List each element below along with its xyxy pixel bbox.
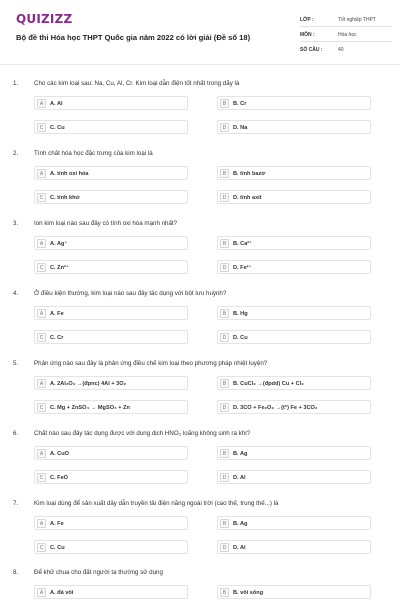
- option-text: C. FeO: [50, 474, 69, 481]
- option-text: D. 3CO + Fe₂O₃ →(t°) Fe + 3CO₂: [233, 404, 318, 411]
- option-letter: B: [220, 169, 229, 178]
- option-text: D. Al: [233, 474, 246, 481]
- option-letter: C: [37, 123, 46, 132]
- question-number: 6.: [13, 430, 19, 437]
- option-d[interactable]: [217, 400, 371, 414]
- option-letter: A: [37, 519, 46, 528]
- option-d[interactable]: [217, 330, 371, 344]
- option-b[interactable]: [217, 376, 371, 390]
- option-text: D. Na: [233, 124, 248, 131]
- page-title: Bộ đề thi Hóa học THPT Quốc gia năm 2022 có lời giải (Đề số 18): [16, 33, 251, 42]
- option-b[interactable]: [217, 446, 371, 460]
- question-number: 2.: [13, 150, 19, 157]
- option-letter: D: [220, 473, 229, 482]
- meta-label: SỐ CÂU :: [300, 47, 323, 53]
- question-number: 7.: [13, 500, 19, 507]
- option-b[interactable]: [217, 585, 371, 599]
- question-5: [0, 360, 400, 430]
- option-a[interactable]: [34, 585, 188, 599]
- option-letter: D: [220, 123, 229, 132]
- option-b[interactable]: [217, 236, 371, 250]
- meta-value: Hóa học: [338, 32, 357, 38]
- option-letter: A: [37, 99, 46, 108]
- option-text: D. Cu: [233, 334, 248, 341]
- option-text: A. Al: [50, 100, 63, 107]
- option-b[interactable]: [217, 96, 371, 110]
- option-d[interactable]: [217, 260, 371, 274]
- option-d[interactable]: [217, 470, 371, 484]
- meta-class-row: [300, 12, 392, 27]
- option-a[interactable]: [34, 236, 188, 250]
- option-text: D. Al: [233, 544, 246, 551]
- option-letter: C: [37, 543, 46, 552]
- option-letter: A: [37, 239, 46, 248]
- meta-value: 40: [338, 47, 344, 53]
- option-text: C. Cr: [50, 334, 64, 341]
- meta-count-row: [300, 42, 392, 57]
- question-number: 5.: [13, 360, 19, 367]
- page-header: [0, 0, 400, 64]
- option-text: C. Zn²⁺: [50, 264, 69, 271]
- option-c[interactable]: [34, 120, 188, 134]
- option-letter: D: [220, 333, 229, 342]
- option-letter: A: [37, 379, 46, 388]
- option-letter: B: [220, 239, 229, 248]
- option-text: B. Ag: [233, 520, 248, 527]
- option-d[interactable]: [217, 120, 371, 134]
- question-text: Để khử chua cho đất người ta thường sử dụng: [34, 569, 163, 576]
- question-8: [0, 569, 400, 600]
- meta-value: Tốt nghiệp THPT: [338, 17, 376, 23]
- question-number: 4.: [13, 290, 19, 297]
- option-letter: C: [37, 263, 46, 272]
- option-b[interactable]: [217, 306, 371, 320]
- option-d[interactable]: [217, 190, 371, 204]
- option-letter: A: [37, 309, 46, 318]
- option-letter: C: [37, 403, 46, 412]
- option-a[interactable]: [34, 376, 188, 390]
- meta-panel: [300, 12, 392, 57]
- meta-label: LỚP :: [300, 17, 314, 23]
- question-text: Kim loại dùng để sản xuất dây dẫn truyền tải điện năng ngoài trời (cao thế, trung thế...) là: [34, 500, 279, 507]
- question-text: Cho các kim loại sau: Na, Cu, Al, Cr. Kim loại dẫn điện tốt nhất trong dãy là: [34, 80, 240, 87]
- option-text: C. Cu: [50, 544, 65, 551]
- option-text: A. CuO: [50, 450, 69, 457]
- option-letter: D: [220, 543, 229, 552]
- option-text: A. Fe: [50, 310, 64, 317]
- option-letter: A: [37, 169, 46, 178]
- option-a[interactable]: [34, 516, 188, 530]
- option-text: A. Fe: [50, 520, 64, 527]
- header-divider: [0, 64, 400, 65]
- option-letter: D: [220, 403, 229, 412]
- option-text: B. vôi sống: [233, 589, 264, 596]
- option-letter: A: [37, 449, 46, 458]
- option-letter: B: [220, 99, 229, 108]
- option-text: B. Ag: [233, 450, 248, 457]
- option-c[interactable]: [34, 400, 188, 414]
- question-number: 1.: [13, 80, 19, 87]
- option-text: C. Cu: [50, 124, 65, 131]
- option-text: B. Cr: [233, 100, 247, 107]
- question-2: [0, 150, 400, 220]
- option-letter: C: [37, 193, 46, 202]
- question-3: [0, 220, 400, 290]
- option-a[interactable]: [34, 96, 188, 110]
- option-letter: C: [37, 473, 46, 482]
- option-c[interactable]: [34, 330, 188, 344]
- option-letter: B: [220, 588, 229, 597]
- question-4: [0, 290, 400, 360]
- option-c[interactable]: [34, 470, 188, 484]
- option-c[interactable]: [34, 540, 188, 554]
- option-a[interactable]: [34, 446, 188, 460]
- option-letter: D: [220, 193, 229, 202]
- question-text: Phản ứng nào sau đây là phản ứng điều chế kim loại theo phương pháp nhiệt luyện?: [34, 360, 268, 367]
- question-text: Chất nào sau đây tác dụng được với dung dịch HNO₃ loãng không sinh ra khí?: [34, 430, 251, 437]
- quizizz-logo: QUIZIZZ: [16, 12, 73, 26]
- option-a[interactable]: [34, 306, 188, 320]
- option-a[interactable]: [34, 166, 188, 180]
- meta-label: MÔN :: [300, 32, 315, 38]
- option-letter: D: [220, 263, 229, 272]
- option-text: D. tính axit: [233, 194, 262, 201]
- option-c[interactable]: [34, 260, 188, 274]
- option-text: B. tính bazơ: [233, 170, 266, 177]
- option-text: C. tính khử: [50, 194, 80, 201]
- question-1: [0, 80, 400, 150]
- option-text: B. Ca²⁺: [233, 240, 253, 247]
- option-text: A. đá vôi: [50, 589, 74, 596]
- question-text: Tính chất hóa học đặc trưng của kim loại là: [34, 150, 153, 157]
- option-d[interactable]: [217, 540, 371, 554]
- question-text: Ở điều kiện thường, kim loại nào sau đây tác dụng với bột lưu huỳnh?: [34, 290, 227, 297]
- question-7: [0, 500, 400, 570]
- option-b[interactable]: [217, 166, 371, 180]
- option-letter: B: [220, 519, 229, 528]
- option-text: A. 2Al₂O₃ →(đpnc) 4Al + 3O₂: [50, 380, 127, 387]
- option-letter: B: [220, 379, 229, 388]
- option-letter: A: [37, 588, 46, 597]
- option-c[interactable]: [34, 190, 188, 204]
- option-letter: B: [220, 449, 229, 458]
- question-text: Ion kim loại nào sau đây có tính oxi hóa mạnh nhất?: [34, 220, 178, 227]
- question-number: 8.: [13, 569, 19, 576]
- option-text: C. Mg + ZnSO₄ → MgSO₄ + Zn: [50, 404, 130, 411]
- option-text: B. Hg: [233, 310, 248, 317]
- option-text: A. tính oxi hóa: [50, 170, 89, 177]
- option-text: B. CuCl₂ →(đpdd) Cu + Cl₂: [233, 380, 304, 387]
- option-letter: C: [37, 333, 46, 342]
- option-letter: B: [220, 309, 229, 318]
- meta-subject-row: [300, 27, 392, 42]
- option-text: A. Ag⁺: [50, 240, 68, 247]
- option-b[interactable]: [217, 516, 371, 530]
- question-6: [0, 430, 400, 500]
- question-number: 3.: [13, 220, 19, 227]
- option-text: D. Fe²⁺: [233, 264, 252, 271]
